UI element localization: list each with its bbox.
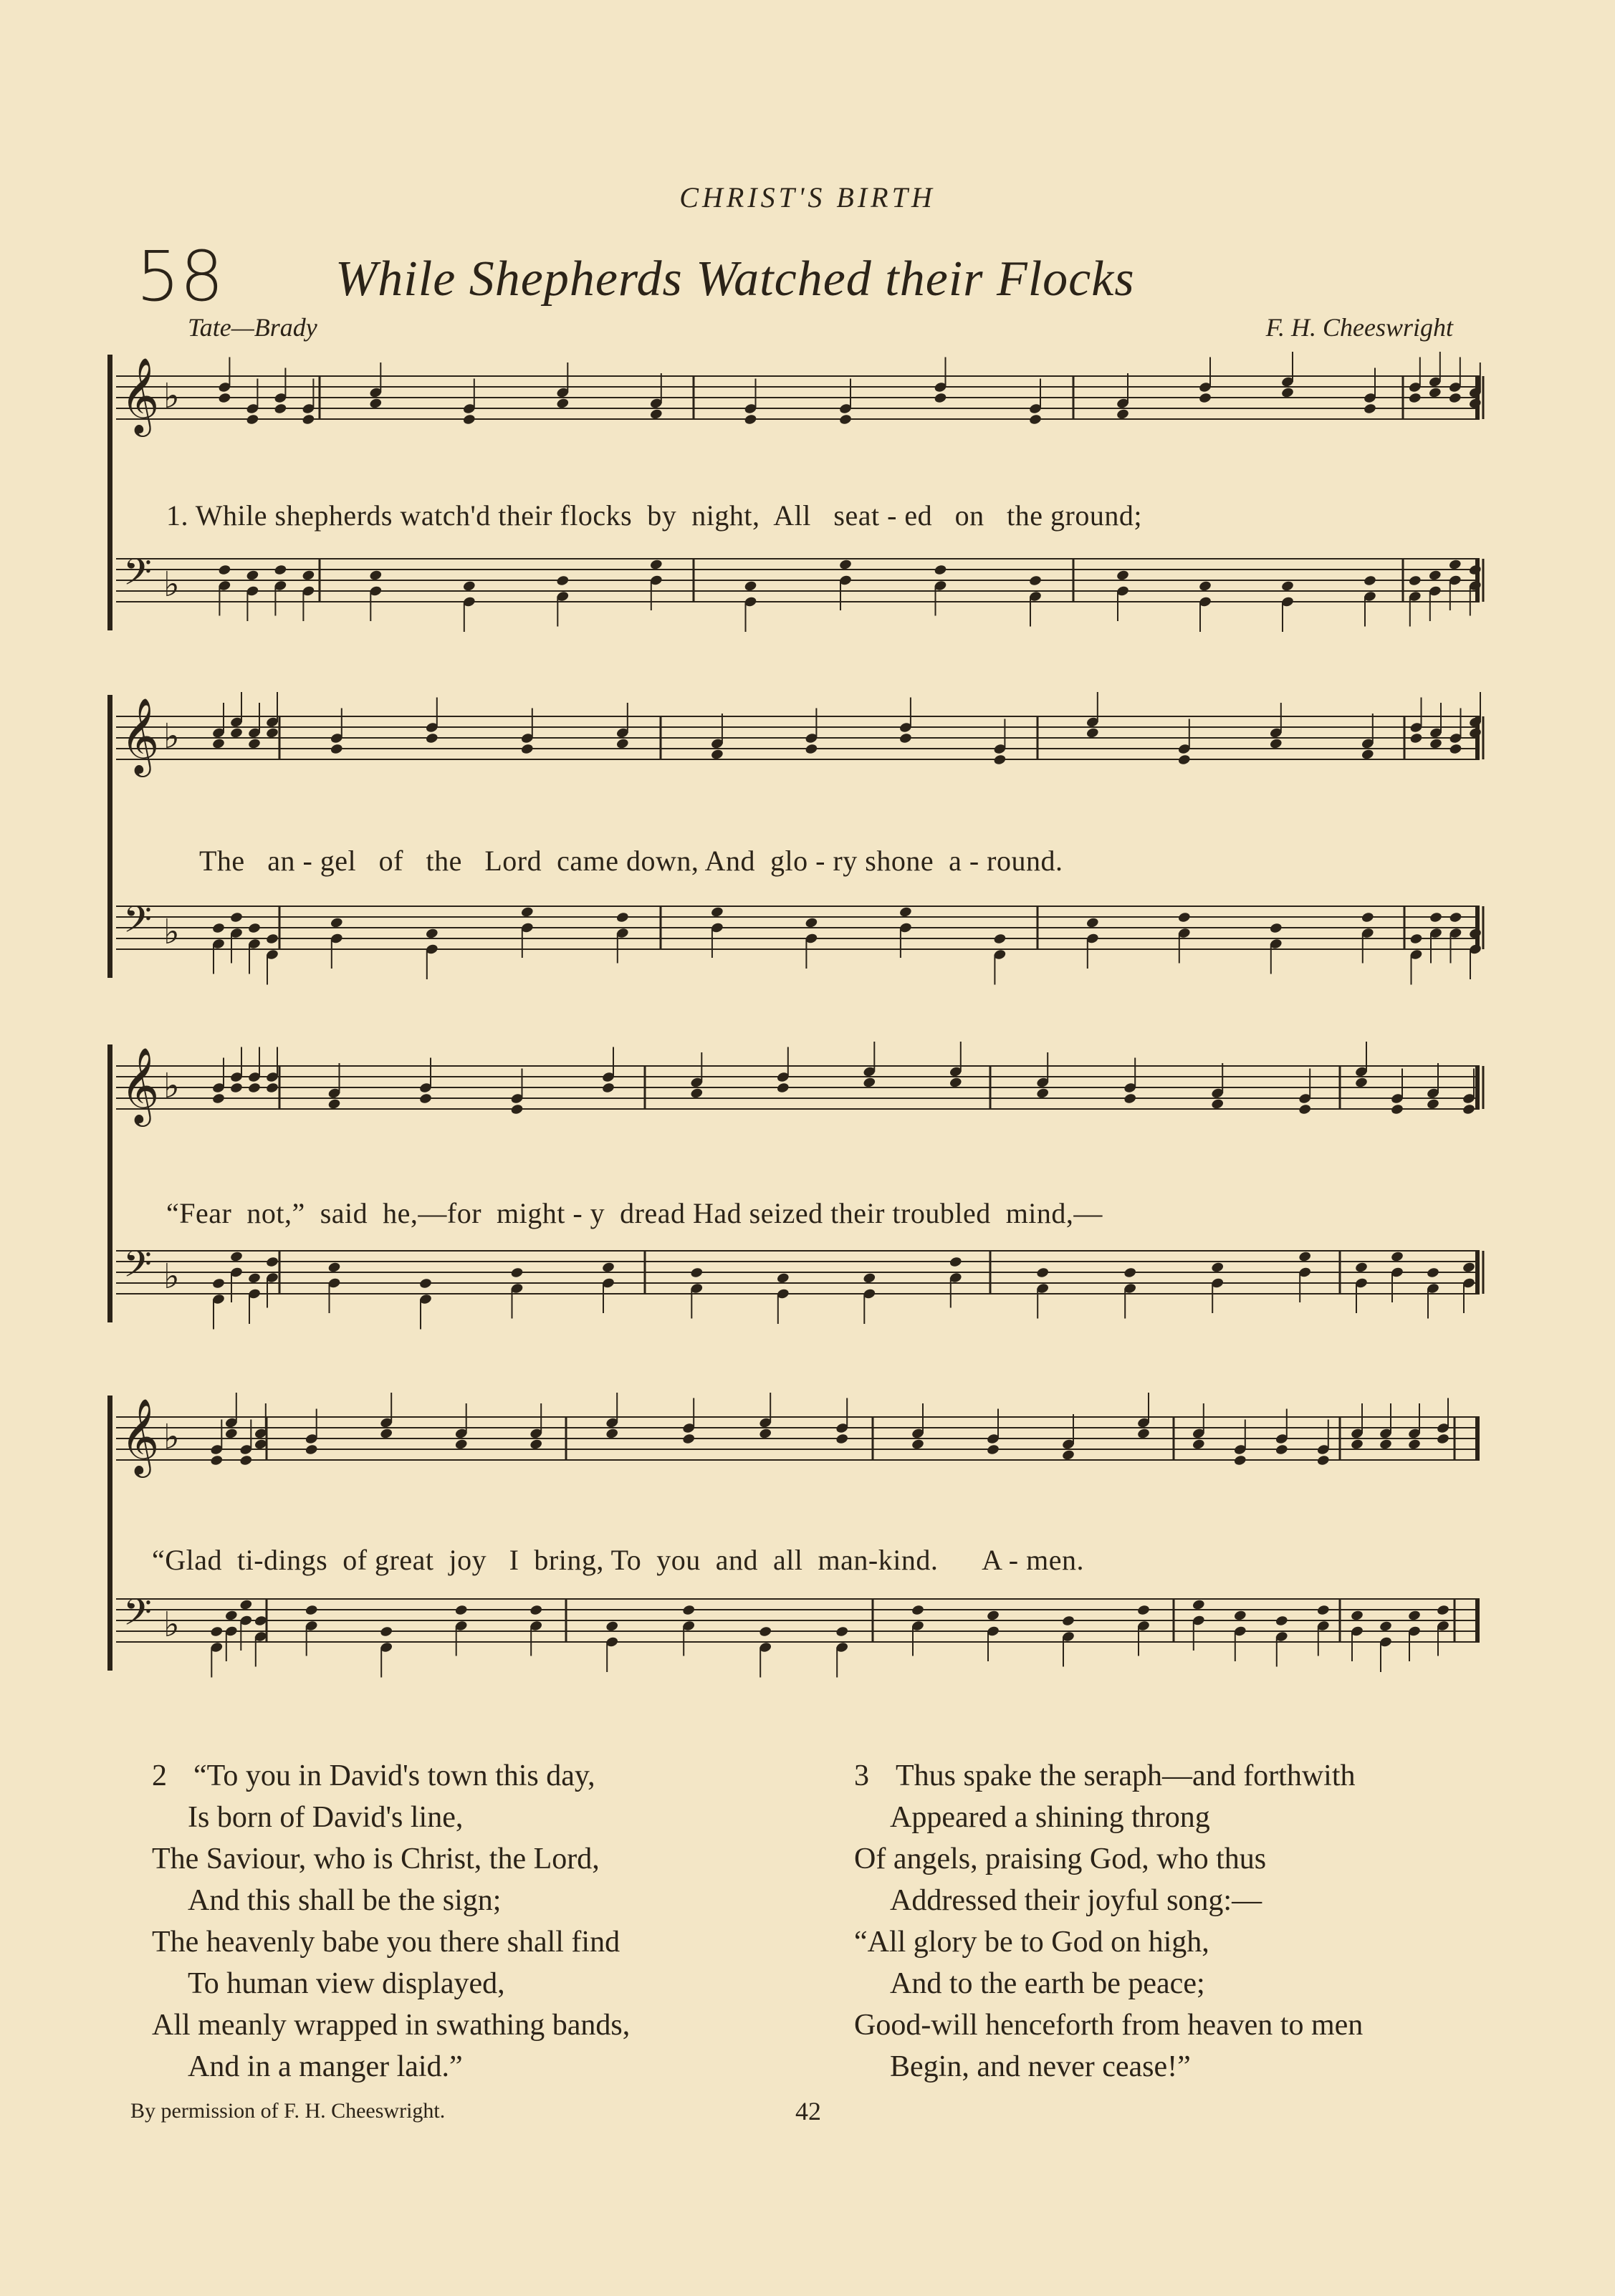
note-head: [1429, 738, 1442, 750]
note-head: [744, 580, 757, 592]
key-flat-icon: ♭: [163, 565, 180, 605]
note-head: [425, 732, 439, 744]
note-head: [1428, 570, 1442, 582]
note-head: [1436, 1604, 1449, 1616]
note-head: [949, 1256, 962, 1268]
note-head: [1428, 387, 1442, 399]
note-head: [1409, 732, 1423, 744]
note-head: [682, 1433, 696, 1445]
verse-line: All meanly wrapped in swathing bands,: [152, 2009, 631, 2042]
note-head: [224, 1428, 238, 1440]
music-system-1: [107, 344, 1512, 645]
note-head: [229, 1082, 243, 1094]
note-head: [302, 570, 315, 582]
note-head: [835, 1433, 849, 1445]
note-head: [1379, 1438, 1392, 1451]
note-head: [229, 1251, 243, 1263]
note-head: [1123, 1092, 1137, 1105]
bass-clef-icon: 𝄢: [123, 1590, 152, 1643]
key-flat-icon: ♭: [163, 912, 180, 952]
note-head: [838, 559, 852, 571]
note-head: [218, 392, 231, 404]
note-head: [1233, 1610, 1247, 1622]
note-head: [1280, 580, 1294, 592]
note-head: [1436, 1433, 1449, 1445]
verse-line: The heavenly babe you there shall find: [152, 1926, 620, 1959]
note-head: [254, 1438, 267, 1451]
note-head: [1061, 1615, 1075, 1627]
note-head: [605, 1620, 619, 1633]
permission-credit: By permission of F. H. Cheeswright.: [130, 2099, 446, 2123]
note-head: [327, 1098, 341, 1110]
note-head: [462, 580, 476, 592]
note-head: [1211, 1262, 1225, 1274]
note-head: [1350, 1610, 1364, 1622]
treble-clef-icon: 𝄞: [120, 1047, 160, 1123]
note-head: [863, 1077, 876, 1089]
note-head: [776, 1082, 790, 1094]
note-head: [1409, 933, 1423, 945]
note-head: [1116, 408, 1129, 421]
note-head: [218, 564, 231, 576]
note-head: [1036, 1267, 1050, 1279]
note-head: [986, 1610, 1000, 1622]
note-head: [247, 1082, 261, 1094]
note-head: [1275, 1615, 1288, 1627]
music-system-2: [107, 688, 1512, 989]
lyric-line-3: “Fear not,” said he,—for might - y dread Had seized their troubled mind,—: [166, 1197, 1103, 1229]
verse-line: To human view displayed,: [188, 1967, 505, 2000]
note-head: [224, 1610, 238, 1622]
note-head: [327, 1262, 341, 1274]
note-head: [462, 413, 476, 426]
note-head: [1462, 1103, 1475, 1115]
note-head: [949, 1077, 962, 1089]
note-head: [1379, 1620, 1392, 1633]
note-head: [247, 738, 261, 750]
note-head: [835, 1625, 849, 1638]
note-head: [838, 413, 852, 426]
key-flat-icon: ♭: [163, 1605, 180, 1645]
note-head: [863, 1272, 876, 1284]
key-flat-icon: ♭: [163, 376, 180, 416]
note-head: [1316, 1604, 1330, 1616]
note-head: [759, 1428, 772, 1440]
note-head: [605, 1428, 619, 1440]
bass-clef-icon: 𝄢: [123, 550, 152, 602]
note-head: [615, 738, 629, 750]
note-head: [1177, 754, 1191, 766]
note-head: [1350, 1438, 1364, 1451]
note-head: [454, 1604, 468, 1616]
note-head: [993, 754, 1007, 766]
note-head: [805, 743, 818, 755]
note-head: [615, 911, 629, 923]
note-head: [1448, 559, 1462, 571]
key-flat-icon: ♭: [163, 1257, 180, 1297]
verse-line: “All glory be to God on high,: [854, 1926, 1209, 1959]
verse-line: 2 “To you in David's town this day,: [152, 1759, 595, 1792]
note-head: [1468, 928, 1482, 940]
system-brace: [107, 695, 112, 978]
verse-line: Begin, and never cease!”: [890, 2050, 1191, 2083]
note-head: [1269, 738, 1283, 750]
note-head: [690, 1087, 704, 1100]
note-head: [305, 1604, 318, 1616]
note-head: [510, 1267, 524, 1279]
verse-3: [854, 1755, 1363, 2088]
section-header: CHRIST'S BIRTH: [679, 181, 936, 213]
note-head: [1061, 1449, 1075, 1461]
note-head: [425, 928, 439, 940]
note-head: [1086, 727, 1099, 739]
verse-2: [152, 1755, 630, 2088]
note-head: [246, 413, 259, 426]
note-head: [1233, 1454, 1247, 1466]
lyric-line-4: “Glad ti-dings of great joy I bring, To you and all man-kind. A - men.: [152, 1544, 1084, 1576]
note-head: [246, 570, 259, 582]
treble-clef-icon: 𝄞: [120, 357, 160, 433]
note-head: [1177, 911, 1191, 923]
note-head: [1280, 387, 1294, 399]
note-head: [1086, 917, 1099, 929]
system-brace: [107, 1044, 112, 1322]
verse-line: And in a manger laid.”: [188, 2050, 463, 2083]
note-head: [1275, 1444, 1288, 1456]
bass-clef-icon: 𝄢: [123, 898, 152, 950]
note-head: [1449, 743, 1462, 755]
note-head: [211, 922, 225, 934]
key-flat-icon: ♭: [163, 1417, 180, 1457]
note-head: [247, 1272, 261, 1284]
verse-line: Is born of David's line,: [188, 1801, 464, 1834]
note-head: [649, 559, 663, 571]
page-number: 42: [795, 2097, 821, 2126]
verse-line: And to the earth be peace;: [890, 1967, 1205, 2000]
note-head: [1354, 1262, 1368, 1274]
music-attribution: F. H. Cheeswright: [1265, 313, 1453, 342]
note-head: [1426, 1098, 1439, 1110]
note-head: [934, 392, 947, 404]
system-brace: [107, 355, 112, 630]
note-head: [1408, 575, 1422, 587]
note-head: [1429, 911, 1442, 923]
note-head: [911, 1604, 924, 1616]
note-head: [556, 398, 570, 410]
note-head: [1468, 564, 1482, 576]
note-head: [1192, 1599, 1205, 1611]
note-head: [1136, 1428, 1150, 1440]
note-head: [911, 1438, 924, 1451]
note-head: [710, 906, 724, 918]
hymn-title: While Shepherds Watched their Flocks: [335, 251, 1135, 307]
verse-line: Of angels, praising God, who thus: [854, 1843, 1267, 1875]
note-head: [247, 922, 261, 934]
bass-clef-icon: 𝄢: [123, 1242, 152, 1294]
verse-line: 3 Thus spake the seraph—and forthwith: [854, 1759, 1356, 1792]
music-system-3: [107, 1039, 1512, 1340]
note-head: [1390, 1251, 1404, 1263]
note-head: [229, 727, 243, 739]
note-head: [529, 1604, 543, 1616]
note-head: [1354, 1077, 1368, 1089]
verse-line: Addressed their joyful song:—: [890, 1884, 1262, 1917]
note-head: [239, 1599, 253, 1611]
note-head: [265, 1256, 279, 1268]
note-head: [520, 906, 534, 918]
note-head: [330, 917, 343, 929]
note-head: [229, 911, 243, 923]
note-head: [369, 398, 383, 410]
hymn-number: 58: [136, 236, 224, 317]
note-head: [380, 1428, 393, 1440]
note-head: [302, 413, 315, 426]
note-head: [601, 1262, 615, 1274]
note-head: [239, 1454, 253, 1466]
note-head: [305, 1444, 318, 1456]
note-head: [265, 933, 279, 945]
note-head: [710, 749, 724, 761]
note-head: [1407, 1438, 1421, 1451]
note-head: [211, 1277, 225, 1289]
note-head: [254, 1615, 267, 1627]
note-head: [1136, 1604, 1150, 1616]
note-head: [274, 564, 287, 576]
note-head: [1448, 392, 1462, 404]
note-head: [1269, 922, 1283, 934]
note-head: [1390, 1103, 1404, 1115]
note-head: [1426, 1267, 1439, 1279]
note-head: [898, 732, 912, 744]
note-head: [1361, 911, 1374, 923]
note-head: [649, 408, 663, 421]
note-head: [510, 1103, 524, 1115]
system-brace: [107, 1396, 112, 1671]
lyric-line-1: 1. While shepherds watch'd their flocks by night, All seat - ed on the ground;: [166, 499, 1142, 532]
note-head: [776, 1272, 790, 1284]
note-head: [210, 1454, 224, 1466]
note-head: [211, 1092, 225, 1105]
note-head: [1468, 727, 1482, 739]
note-head: [744, 413, 757, 426]
words-attribution: Tate—Brady: [188, 313, 317, 342]
note-head: [1468, 398, 1482, 410]
note-head: [682, 1604, 696, 1616]
note-head: [380, 1625, 393, 1638]
verse-line: And this shall be the sign;: [188, 1884, 502, 1917]
note-head: [934, 564, 947, 576]
key-flat-icon: ♭: [163, 716, 180, 756]
note-head: [1462, 1262, 1475, 1274]
note-head: [1363, 575, 1376, 587]
note-head: [1363, 403, 1376, 415]
note-head: [520, 743, 534, 755]
note-head: [1198, 580, 1212, 592]
note-head: [1116, 570, 1129, 582]
note-head: [418, 1277, 432, 1289]
lyric-line-2: The an - gel of the Lord came down, And glo - ry shone a - round.: [199, 845, 1063, 877]
note-head: [1198, 392, 1212, 404]
note-head: [1316, 1454, 1330, 1466]
note-head: [1192, 1438, 1205, 1451]
note-head: [418, 1092, 432, 1105]
note-head: [369, 570, 383, 582]
note-head: [993, 933, 1007, 945]
note-head: [1028, 575, 1042, 587]
note-head: [274, 403, 287, 415]
note-head: [759, 1625, 772, 1638]
note-head: [210, 1625, 224, 1638]
note-head: [1036, 1087, 1050, 1100]
note-head: [330, 743, 343, 755]
treble-clef-icon: 𝄞: [120, 1398, 160, 1474]
note-head: [265, 727, 279, 739]
verse-line: Good-will henceforth from heaven to men: [854, 2009, 1364, 2042]
note-head: [601, 1082, 615, 1094]
treble-clef-icon: 𝄞: [120, 697, 160, 774]
note-head: [1449, 911, 1462, 923]
note-head: [1407, 1610, 1421, 1622]
note-head: [805, 917, 818, 929]
key-flat-icon: ♭: [163, 1066, 180, 1106]
note-head: [529, 1438, 543, 1451]
note-head: [454, 1438, 468, 1451]
note-head: [690, 1267, 704, 1279]
note-head: [1408, 392, 1422, 404]
verse-line: The Saviour, who is Christ, the Lord,: [152, 1843, 600, 1875]
note-head: [1298, 1103, 1312, 1115]
note-head: [265, 1082, 279, 1094]
note-head: [1211, 1098, 1225, 1110]
note-head: [898, 906, 912, 918]
note-head: [556, 575, 570, 587]
verse-line: Appeared a shining throng: [890, 1801, 1210, 1834]
note-head: [211, 738, 225, 750]
note-head: [986, 1444, 1000, 1456]
note-head: [1298, 1251, 1312, 1263]
note-head: [1028, 413, 1042, 426]
note-head: [1123, 1267, 1137, 1279]
note-head: [1361, 749, 1374, 761]
